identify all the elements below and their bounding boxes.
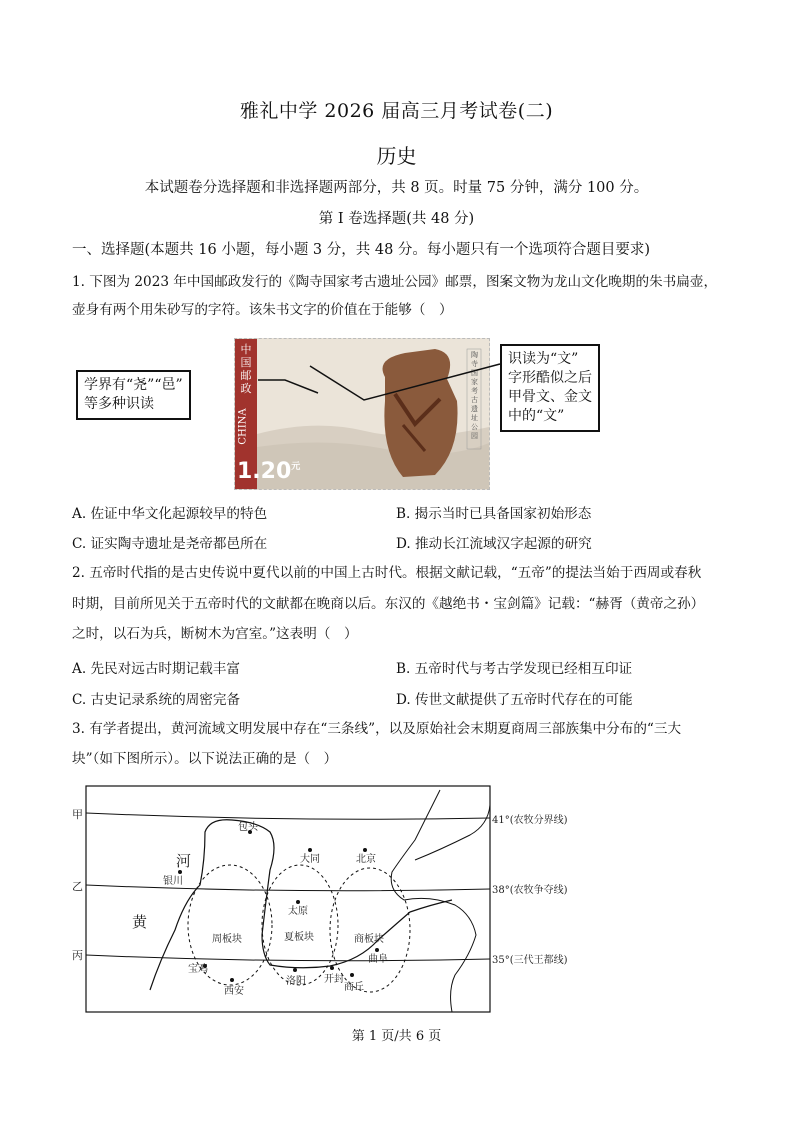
section-heading: 一、选择题(本题共 16 小题，每小题 3 分，共 48 分。每小题只有一个选项符合题目要求) (72, 242, 651, 258)
stamp-side-text: 陶寺国家考古遗址公园 (471, 351, 478, 440)
block-zhou-label: 周板块 (212, 934, 242, 945)
label-river-he: 河 (176, 852, 192, 870)
q2-option-b[interactable]: B. 五帝时代与考古学发现已经相互印证 (396, 661, 633, 677)
q3-stem-line1: 3. 有学者提出，黄河流域文明发展中存在“三条线”，以及原始社会末期夏商周三部族集中分布的“三大 (72, 721, 682, 737)
q1-option-a[interactable]: A. 佐证中华文化起源较早的特色 (72, 506, 268, 522)
city-kaifeng: 开封 (324, 974, 344, 985)
part-heading: 第 I 卷选择题(共 48 分) (318, 211, 475, 227)
city-shangqiu: 商丘 (344, 982, 364, 993)
q3-stem-line2: 块”（如下图所示）。以下说法正确的是（ ） (72, 751, 338, 767)
q2-stem-line3: 之时，以石为兵，断树木为宫室。”这表明（ ） (72, 626, 358, 642)
callout-left-line1: 学界有“尧”“邑” (84, 377, 183, 393)
callout-right-line2: 字形酷似之后 (508, 370, 592, 386)
city-baotou: 包头 (238, 822, 258, 833)
label-38: 38°(农牧争夺线) (492, 885, 568, 896)
city-qufu: 曲阜 (368, 954, 388, 965)
exam-intro: 本试题卷分选择题和非选择题两部分，共 8 页。时量 75 分钟，满分 100 分。 (144, 180, 649, 196)
q2-option-d[interactable]: D. 传世文献提供了五帝时代存在的可能 (396, 692, 633, 708)
stamp-value-unit: 元 (291, 462, 301, 472)
stamp-country-label: 中国邮政 (240, 343, 252, 395)
city-yinchuan: 银川 (163, 876, 183, 887)
label-river-huang: 黄 (132, 913, 148, 931)
block-shang-label: 商板块 (354, 934, 384, 945)
q1-stem-line1: 1. 下图为 2023 年中国邮政发行的《陶寺国家考古遗址公园》邮票，图案文物为龙山文化晚期的朱书扁壶， (72, 274, 718, 290)
q2-option-a[interactable]: A. 先民对远古时期记载丰富 (72, 661, 240, 677)
q1-stem-line2: 壶身有两个用朱砂写的字符。该朱书文字的价值在于能够（ ） (72, 302, 453, 318)
q1-option-b[interactable]: B. 揭示当时已具备国家初始形态 (396, 506, 592, 522)
callout-right-line4: 中的“文” (508, 408, 565, 424)
callout-right-line3: 甲骨文、金文 (508, 389, 592, 405)
block-xia-label: 夏板块 (284, 932, 314, 943)
q2-stem-line2: 时期，目前所见关于五帝时代的文献都在晚商以后。东汉的《越绝书・宝剑篇》记载：“赫胥（黄帝之孙） (72, 596, 705, 612)
page-footer: 第 1 页/共 6 页 (351, 1029, 442, 1044)
city-taiyuan: 太原 (288, 906, 308, 917)
label-41: 41°(农牧分界线) (492, 815, 568, 826)
city-baoji: 宝鸡 (188, 964, 208, 975)
subject-title: 历史 (376, 144, 417, 168)
q1-option-c[interactable]: C. 证实陶寺遗址是尧帝都邑所在 (72, 536, 268, 552)
city-xian: 西安 (224, 986, 244, 997)
stamp-value-number: 1.20 (237, 459, 292, 484)
label-bing: 丙 (72, 949, 83, 962)
q2-stem-line1: 2. 五帝时代指的是古史传说中夏代以前的中国上古时代。根据文献记载，“五帝”的提法当始于西周或春秋 (72, 565, 702, 581)
q1-option-d[interactable]: D. 推动长江流域汉字起源的研究 (396, 536, 592, 552)
city-datong: 大同 (300, 854, 320, 865)
stamp-country-en: CHINA (237, 408, 249, 445)
label-jia: 甲 (72, 808, 83, 821)
callout-left-line2: 等多种识读 (84, 396, 154, 412)
q2-option-c[interactable]: C. 古史记录系统的周密完备 (72, 692, 241, 708)
exam-title: 雅礼中学 2026 届高三月考试卷(二) (239, 100, 554, 122)
label-35: 35°(三代王都线) (492, 955, 568, 966)
city-luoyang: 洛阳 (286, 976, 306, 987)
callout-right-line1: 识读为“文” (508, 351, 579, 367)
city-beijing: 北京 (356, 854, 376, 865)
label-yi: 乙 (72, 880, 83, 893)
